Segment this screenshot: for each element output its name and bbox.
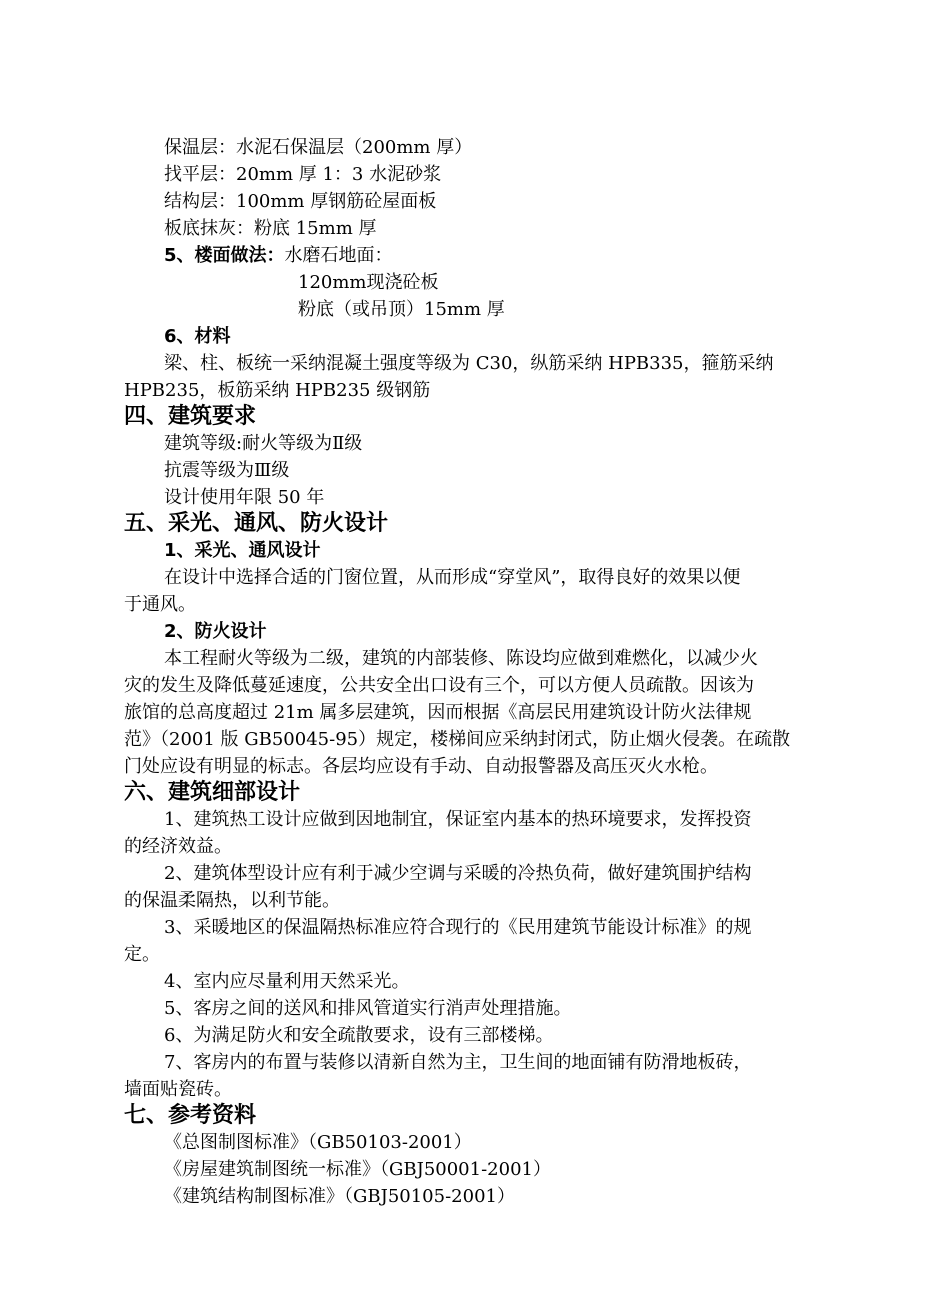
service-life-line: 设计使用年限 50 年 [164,487,325,508]
section-7-heading: 七、参考资料 [124,1103,257,1128]
floor-ceiling-line: 粉底（或吊顶）15mm 厚 [298,299,505,320]
detail-item-3-line-1: 3、采暖地区的保温隔热标准应符合现行的《民用建筑节能设计标准》的规 [164,917,752,938]
detail-item-7-line-2: 墙面贴瓷砖。 [124,1079,232,1100]
fire-para-line-1: 本工程耐火等级为二级，建筑的内部装修、陈设均应做到难燃化，以减少火 [164,648,758,669]
fire-design-heading: 2、防火设计 [164,621,267,642]
roof-ceiling-line: 板底抹灰：粉底 15mm 厚 [164,218,377,239]
detail-item-1-line-1: 1、建筑热工设计应做到因地制宜，保证室内基本的热环境要求，发挥投资 [164,809,752,830]
fire-para-line-4: 范》（2001 版 GB50045-95）规定，楼梯间应采纳封闭式，防止烟火侵袭。在疏散 [124,729,791,750]
reference-item-3: 《建筑结构制图标准》（GBJ50105-2001） [164,1186,515,1207]
floor-method-label: 5、楼面做法： [164,245,285,266]
detail-item-4: 4、室内应尽量利用天然采光。 [164,971,410,992]
detail-item-7-line-1: 7、客房内的布置与装修以清新自然为主，卫生间的地面铺有防滑地板砖， [164,1052,752,1073]
ventilation-para-line-2: 于通风。 [124,594,196,615]
fire-para-line-2: 灾的发生及降低蔓延速度，公共安全出口设有三个，可以方便人员疏散。因该为 [124,675,754,696]
lighting-ventilation-heading: 1、采光、通风设计 [164,540,321,561]
materials-line-2: HPB235，板筋采纳 HPB235 级钢筋 [124,380,431,401]
floor-method-value: 水磨石地面： [284,245,393,266]
fire-rating-line: 建筑等级:耐火等级为Ⅱ级 [164,433,363,454]
detail-item-1-line-2: 的经济效益。 [124,836,232,857]
section-5-heading: 五、采光、通风、防火设计 [124,511,389,536]
detail-item-2-line-2: 的保温柔隔热，以利节能。 [124,890,340,911]
reference-item-1: 《总图制图标准》（GB50103-2001） [164,1132,472,1153]
detail-item-3-line-2: 定。 [124,944,160,965]
floor-slab-line: 120mm现浇砼板 [298,272,439,293]
seismic-rating-line: 抗震等级为Ⅲ级 [164,460,290,481]
materials-heading: 6、材料 [164,326,231,347]
section-4-heading: 四、建筑要求 [124,404,257,429]
section-6-heading: 六、建筑细部设计 [124,780,301,805]
materials-line-1: 梁、柱、板统一采纳混凝土强度等级为 C30，纵筋采纳 HPB335，箍筋采纳 [164,353,774,374]
floor-method-line [164,243,393,269]
roof-leveling-line: 找平层：20mm 厚 1：3 水泥砂浆 [164,164,442,185]
roof-structure-line: 结构层：100mm 厚钢筋砼屋面板 [164,191,437,212]
detail-item-2-line-1: 2、建筑体型设计应有利于减少空调与采暖的冷热负荷，做好建筑围护结构 [164,863,752,884]
ventilation-para-line-1: 在设计中选择合适的门窗位置，从而形成“穿堂风”，取得良好的效果以便 [164,567,741,588]
fire-para-line-3: 旅馆的总高度超过 21m 属多层建筑，因而根据《高层民用建筑设计防火法律规 [124,702,752,723]
roof-insulation-line: 保温层：水泥石保温层（200mm 厚） [164,137,473,158]
reference-item-2: 《房屋建筑制图统一标准》（GBJ50001-2001） [164,1159,551,1180]
detail-item-6: 6、为满足防火和安全疏散要求，设有三部楼梯。 [164,1025,554,1046]
fire-para-line-5: 门处应设有明显的标志。各层均应设有手动、自动报警器及高压灭火水枪。 [124,756,718,777]
detail-item-5: 5、客房之间的送风和排风管道实行消声处理措施。 [164,998,572,1019]
